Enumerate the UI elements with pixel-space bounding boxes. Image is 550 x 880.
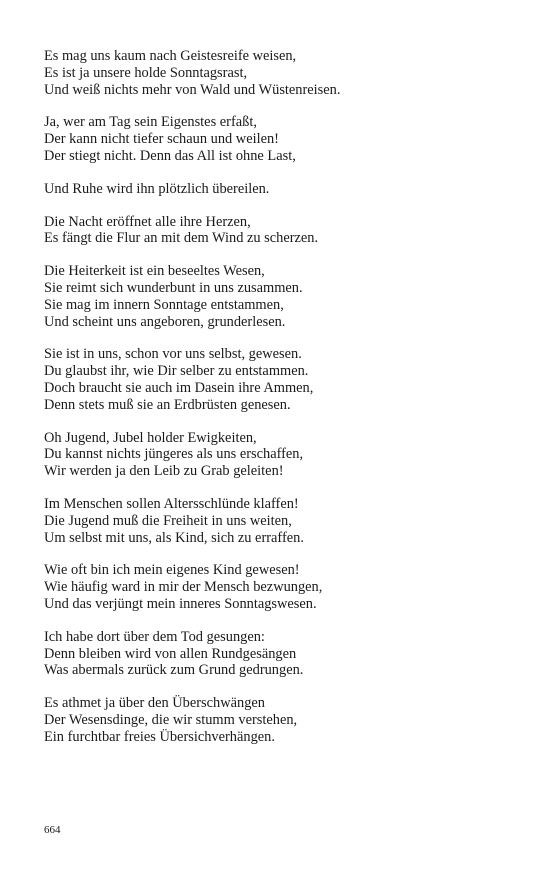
verse-line: Die Nacht eröffnet alle ihre Herzen, <box>44 213 251 230</box>
stanza <box>44 346 524 413</box>
verse-line: Und das verjüngt mein inneres Sonntagswesen. <box>44 595 317 612</box>
stanza <box>44 114 524 164</box>
verse-line: Doch braucht sie auch im Dasein ihre Ammen, <box>44 379 314 396</box>
stanza <box>44 496 524 546</box>
verse-line: Denn stets muß sie an Erdbrüsten genesen. <box>44 396 291 413</box>
verse-line: Denn bleiben wird von allen Rundgesängen <box>44 645 297 662</box>
verse-line: Der kann nicht tiefer schaun und weilen! <box>44 131 279 148</box>
stanza <box>44 562 524 612</box>
stanza <box>44 48 524 98</box>
stanza <box>44 214 524 248</box>
page-number: 664 <box>44 824 61 836</box>
poem-text <box>44 48 524 762</box>
verse-line: Es ist ja unsere holde Sonntagsrast, <box>44 64 248 81</box>
verse-line: Im Menschen sollen Altersschlünde klaffen! <box>44 495 299 512</box>
verse-line: Es athmet ja über den Überschwängen <box>44 695 265 712</box>
verse-line: Sie ist in uns, schon vor uns selbst, gewesen. <box>44 346 302 363</box>
verse-line: Wir werden ja den Leib zu Grab geleiten! <box>44 463 284 480</box>
verse-line: Um selbst mit uns, als Kind, sich zu erraffen. <box>44 529 304 546</box>
stanza <box>44 629 524 679</box>
stanza <box>44 181 524 198</box>
verse-line: Ich habe dort über dem Tod gesungen: <box>44 628 265 645</box>
verse-line: Sie reimt sich wunderbunt in uns zusammen. <box>44 279 303 296</box>
verse-line: Was abermals zurück zum Grund gedrungen. <box>44 662 304 679</box>
verse-line: Der Wesensdinge, die wir stumm verstehen, <box>44 711 298 728</box>
verse-line: Oh Jugend, Jubel holder Ewigkeiten, <box>44 429 257 446</box>
stanza <box>44 430 524 480</box>
verse-line: Es fängt die Flur an mit dem Wind zu scherzen. <box>44 230 319 247</box>
stanza <box>44 263 524 330</box>
stanza <box>44 695 524 745</box>
verse-line: Die Heiterkeit ist ein beseeltes Wesen, <box>44 263 265 280</box>
verse-line: Wie oft bin ich mein eigenes Kind gewesen! <box>44 562 300 579</box>
verse-line: Und Ruhe wird ihn plötzlich übereilen. <box>44 180 270 197</box>
verse-line: Ja, wer am Tag sein Eigenstes erfaßt, <box>44 114 257 131</box>
verse-line: Und weiß nichts mehr von Wald und Wüstenreisen. <box>44 81 341 98</box>
verse-line: Es mag uns kaum nach Geistesreife weisen, <box>44 48 297 64</box>
verse-line: Du kannst nichts jüngeres als uns erschaffen, <box>44 446 304 463</box>
verse-line: Du glaubst ihr, wie Dir selber zu entstammen. <box>44 363 309 380</box>
verse-line: Der stiegt nicht. Denn das All ist ohne Last, <box>44 147 296 164</box>
verse-line: Ein furchtbar freies Übersichverhängen. <box>44 728 275 745</box>
verse-line: Wie häufig ward in mir der Mensch bezwungen, <box>44 579 323 596</box>
verse-line: Und scheint uns angeboren, grunderlesen. <box>44 313 286 330</box>
verse-line: Die Jugend muß die Freiheit in uns weiten, <box>44 512 292 529</box>
verse-line: Sie mag im innern Sonntage entstammen, <box>44 296 284 313</box>
